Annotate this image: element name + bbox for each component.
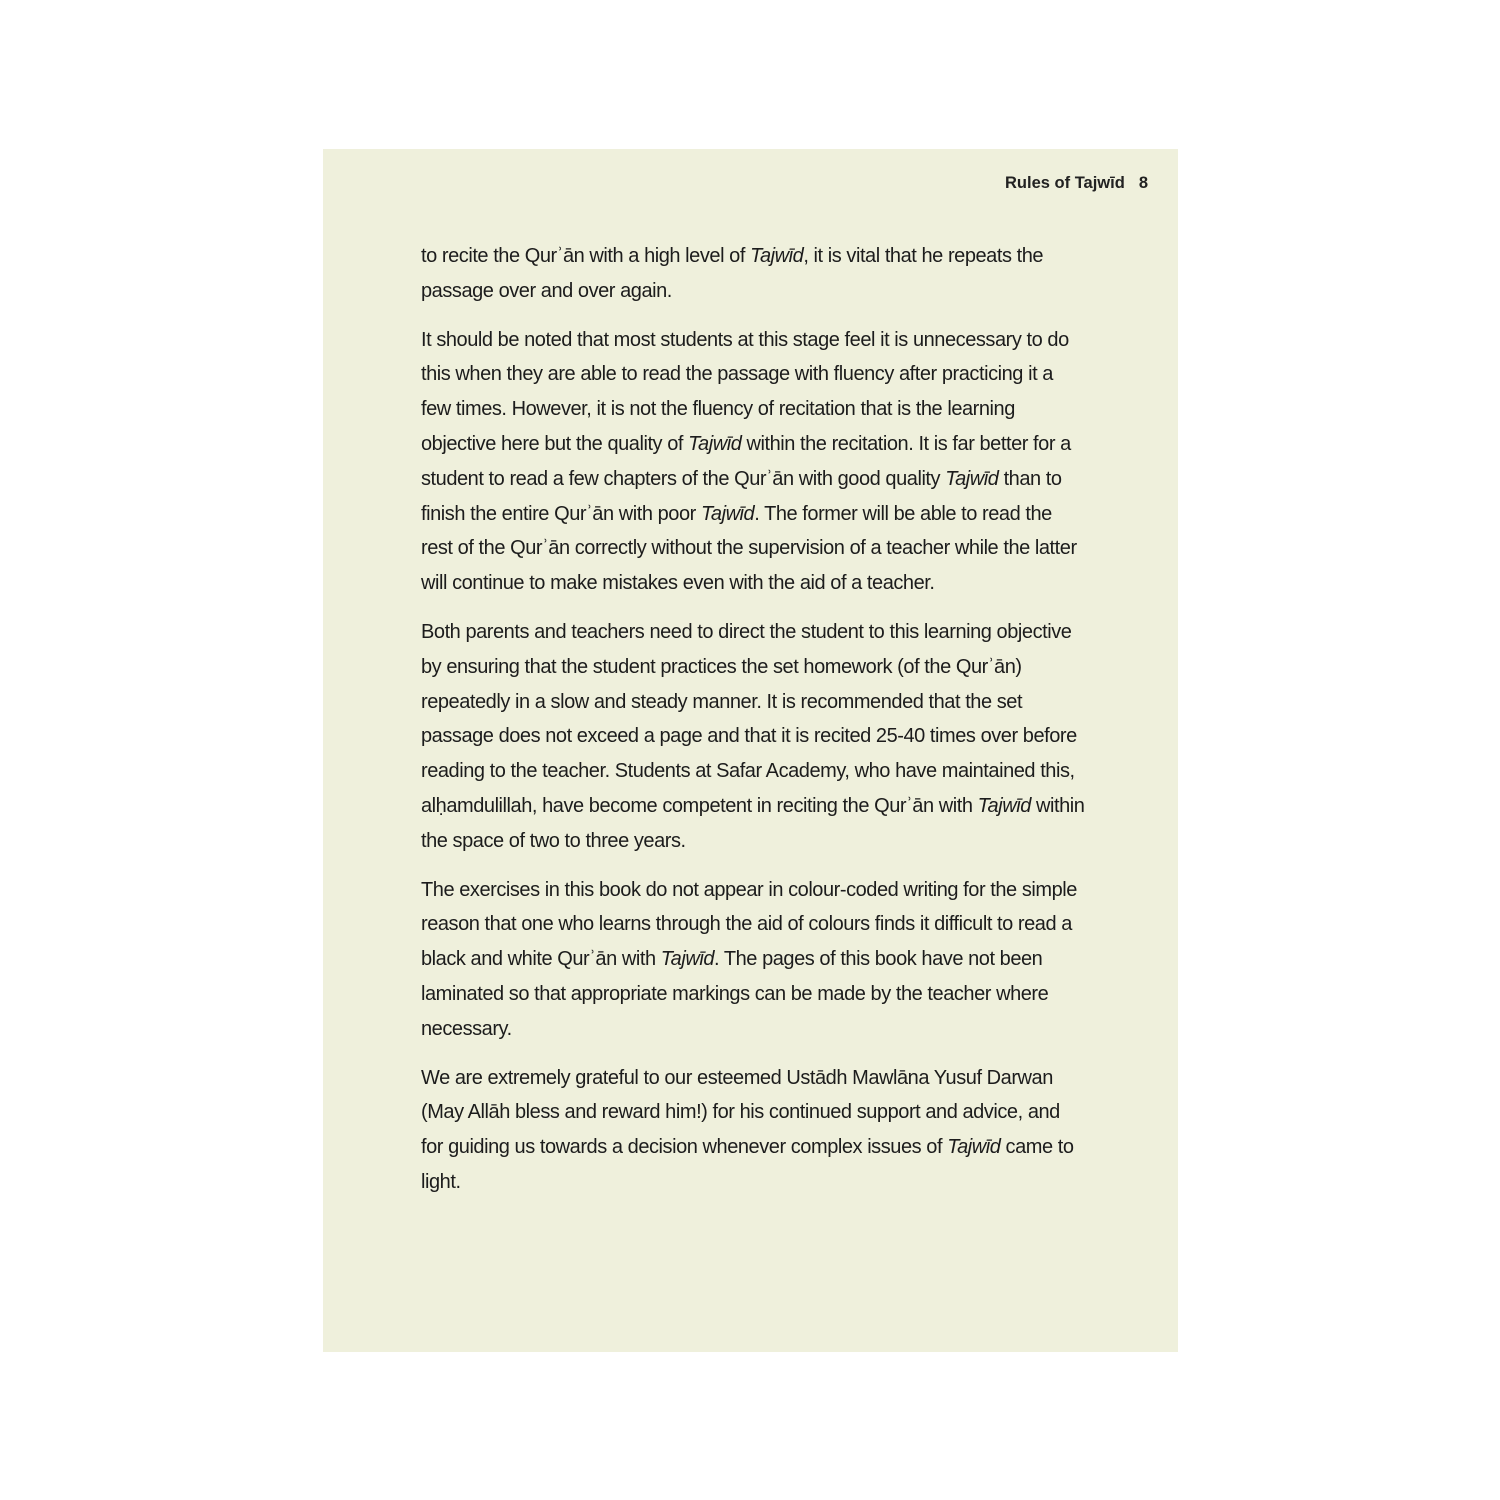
text-run: Both parents and teachers need to direct the student to this learning objective by ensuring that the student practices the set homework (of the Qurʾān) repeatedly in a slow and steady manner. It is recommended that the set passage does not exceed a page and that it is recited 25-40 times over before reading to the teacher. Students at Safar Academy, who have maintained this, alḥamdulillah, have become competent in reciting the Qurʾān with	[421, 620, 1077, 817]
paragraph	[421, 239, 1086, 309]
text-run: It should be noted that most students at this stage feel it is unnecessary to do this when they are able to read the passage with fluency after practicing it a few times. However, it is not the fluency of recitation that is the learning objective here but the quality of	[421, 328, 1069, 455]
text-run: to recite the Qurʾān with a high level of	[421, 245, 751, 267]
paragraph	[421, 323, 1086, 601]
italic-term: Tajwīd	[700, 502, 755, 525]
italic-term: Tajwīd	[945, 467, 999, 490]
body-text	[421, 239, 1086, 1214]
italic-term: Tajwīd	[750, 245, 804, 267]
italic-term: Tajwīd	[947, 1136, 1001, 1159]
text-run: than to finish the entire Qurʾān with poor	[421, 467, 1062, 525]
paragraph	[421, 615, 1086, 859]
text-run: within the space of two to three years.	[421, 794, 1085, 852]
italic-term: Tajwīd	[660, 948, 715, 971]
page-number: 8	[1138, 174, 1148, 192]
text-run: within the recitation. It is far better for a student to read a few chapters of the Qurʾān with good quality	[421, 432, 1071, 490]
paragraph	[421, 1061, 1086, 1200]
text-run: The exercises in this book do not appear in colour-coded writing for the simple reason that one who learns through the aid of colours finds it difficult to read a black and white Qurʾān with	[421, 878, 1077, 971]
running-header	[1005, 174, 1148, 193]
italic-term: Tajwīd	[688, 432, 742, 455]
text-run: , it is vital that he repeats the passage over and over again.	[421, 245, 1044, 302]
italic-term: Tajwīd	[977, 794, 1031, 817]
text-run: . The former will be able to read the rest of the Qurʾān correctly without the supervision of a teacher while the latter will continue to make mistakes even with the aid of a teacher.	[421, 502, 1077, 595]
text-run: came to light.	[421, 1136, 1074, 1193]
paragraph	[421, 873, 1086, 1047]
text-run: . The pages of this book have not been laminated so that appropriate markings can be made by the teacher where necessary.	[421, 948, 1049, 1040]
text-run: We are extremely grateful to our esteemed Ustādh Mawlāna Yusuf Darwan (May Allāh bless and reward him!) for his continued support and advice, and for guiding us towards a decision whenever complex issues of	[421, 1066, 1060, 1159]
running-header-title: Rules of Tajwīd	[1005, 174, 1125, 192]
book-page	[323, 149, 1178, 1352]
